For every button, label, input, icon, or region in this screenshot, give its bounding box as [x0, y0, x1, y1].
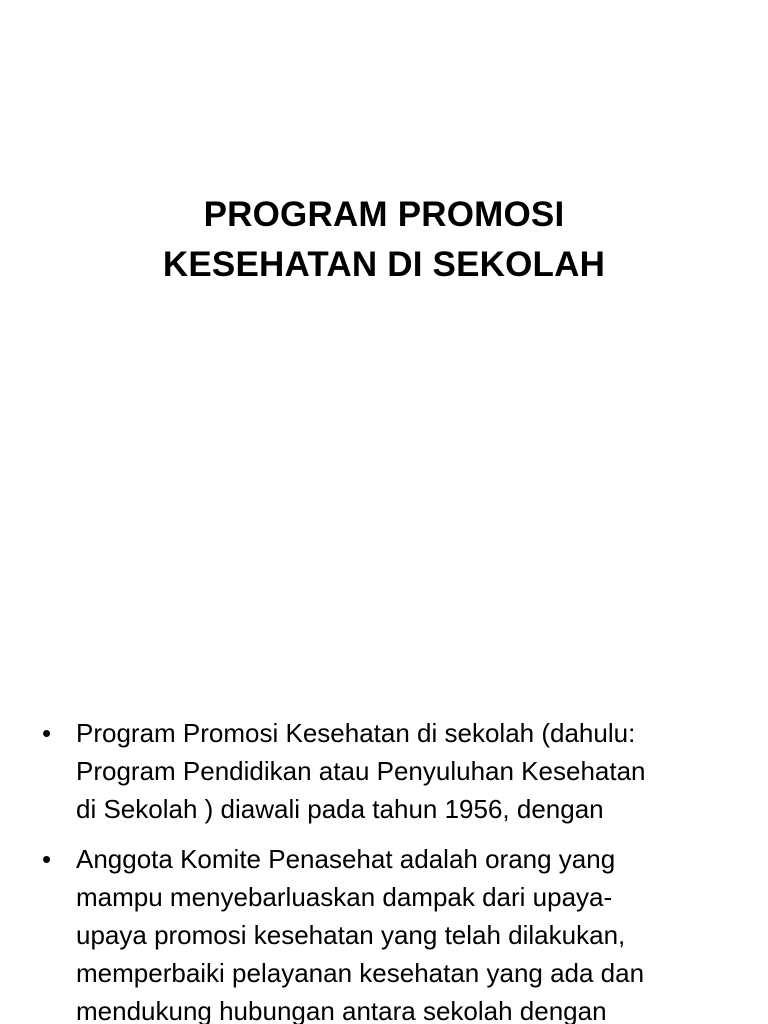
- bullet-icon: •: [42, 844, 52, 874]
- bullet-text-line: upaya promosi kesehatan yang telah dilakukan,: [76, 920, 626, 950]
- title-line: KESEHATAN DI SEKOLAH: [162, 245, 606, 284]
- content-slide: [0, 700, 768, 1024]
- bullet-text-line: di Sekolah ) diawali pada tahun 1956, dengan: [76, 794, 604, 824]
- bullet-icon: •: [42, 718, 52, 748]
- bullet-text-line: memperbaiki pelayanan kesehatan yang ada dan: [76, 958, 645, 988]
- bullet-text-line: mendukung hubungan antara sekolah dengan: [76, 996, 607, 1024]
- title-line: PROGRAM PROMOSI: [203, 195, 565, 234]
- bullet-text-line: mampu menyebarluaskan dampak dari upaya-: [76, 882, 613, 912]
- bullet-text-line: Program Pendidikan atau Penyuluhan Kesehatan: [76, 756, 646, 786]
- bullet-item: [40, 714, 730, 828]
- bullet-item: [40, 840, 730, 1024]
- bullet-list: [40, 714, 730, 1024]
- bullet-text-line: Program Promosi Kesehatan di sekolah (dahulu:: [76, 718, 636, 748]
- slide-title: [0, 190, 768, 290]
- bullet-text-line: Anggota Komite Penasehat adalah orang yang: [76, 844, 616, 874]
